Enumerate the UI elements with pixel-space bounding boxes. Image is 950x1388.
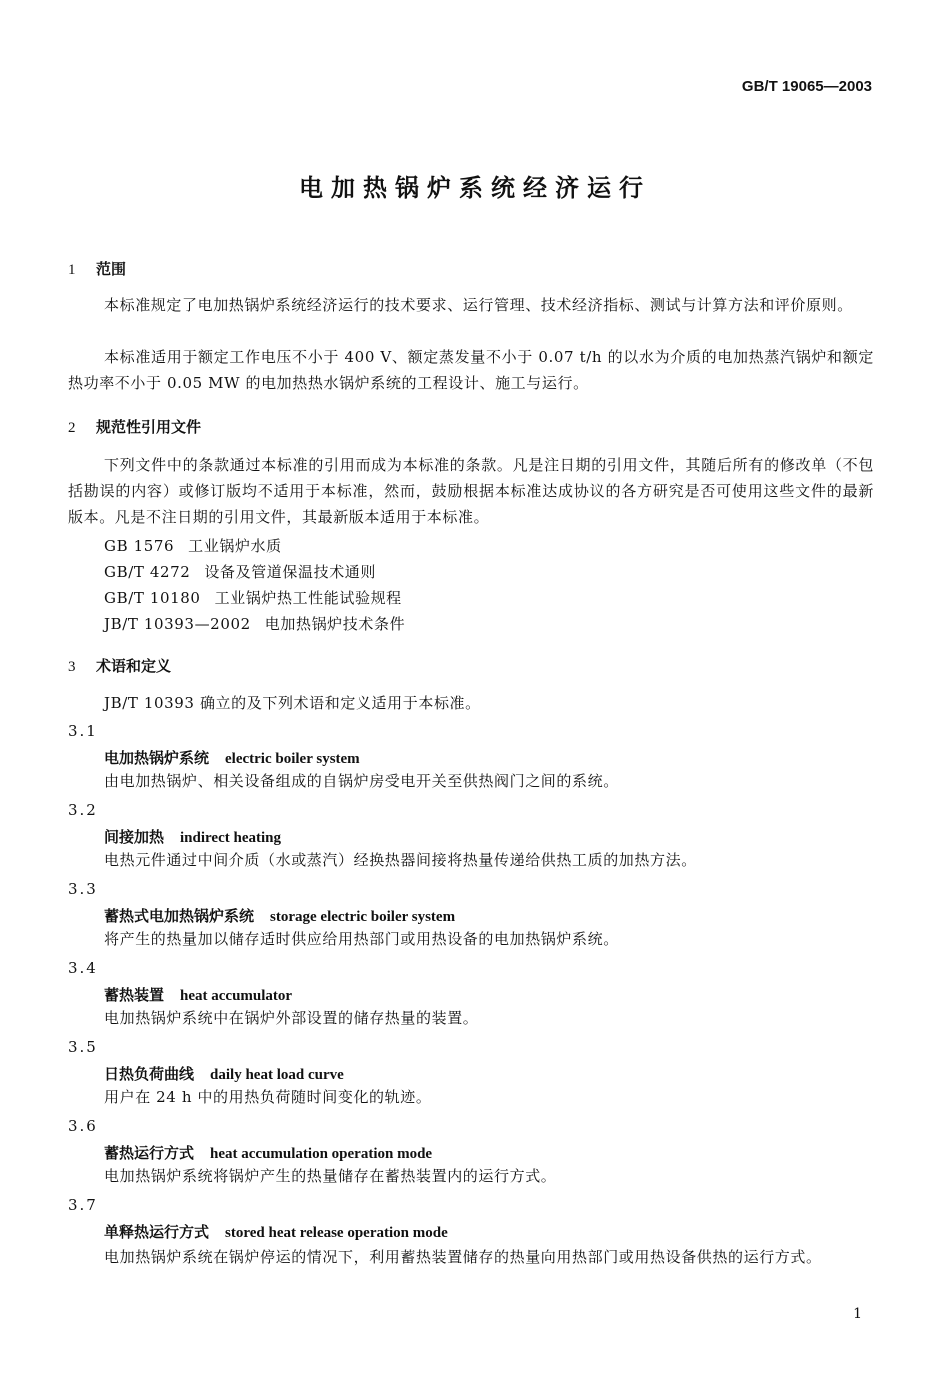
clause-number: 3.2 [68, 801, 98, 819]
reference-title: 电加热锅炉技术条件 [264, 615, 406, 633]
term-zh: 间接加热 [104, 828, 165, 846]
standard-code: GB/T 19065—2003 [741, 78, 872, 95]
clause-number: 3.4 [68, 959, 98, 977]
term-en: heat accumulator [180, 988, 293, 1004]
clause-number: 3.5 [68, 1038, 98, 1056]
paragraph: 本标准规定了电加热锅炉系统经济运行的技术要求、运行管理、技术经济指标、测试与计算方法和评价原则。 [104, 296, 853, 314]
section-title: 规范性引用文件 [96, 418, 202, 436]
term-heading [104, 1142, 432, 1163]
reference-item [104, 613, 405, 634]
term-definition: 由电加热锅炉、相关设备组成的自锅炉房受电开关至供热阀门之间的系统。 [104, 772, 619, 790]
reference-code: GB 1576 [104, 537, 175, 555]
term-definition: 电热元件通过中间介质（水或蒸汽）经换热器间接将热量传递给供热工质的加热方法。 [104, 851, 697, 869]
reference-item [104, 535, 282, 556]
term-heading [104, 905, 455, 926]
reference-code: GB/T 10180 [104, 589, 201, 607]
reference-item [104, 587, 402, 608]
term-heading [104, 747, 360, 768]
page-number: 1 [853, 1306, 862, 1322]
section-3-intro: JB/T 10393 确立的及下列术语和定义适用于本标准。 [104, 694, 481, 712]
term-definition: 用户在 24 h 中的用热负荷随时间变化的轨迹。 [104, 1088, 432, 1106]
clause-number: 3.3 [68, 880, 98, 898]
term-en: electric boiler system [225, 751, 360, 767]
reference-title: 工业锅炉热工性能试验规程 [214, 589, 402, 607]
reference-code: JB/T 10393—2002 [104, 615, 251, 633]
term-zh: 蓄热式电加热锅炉系统 [104, 907, 255, 925]
clause-number: 3.1 [68, 722, 98, 740]
section-3-heading [68, 655, 171, 676]
term-zh: 蓄热运行方式 [104, 1144, 195, 1162]
term-en: daily heat load curve [210, 1067, 344, 1083]
clause-number: 3.6 [68, 1117, 98, 1135]
term-heading [104, 984, 292, 1005]
term-definition: 电加热锅炉系统中在锅炉外部设置的储存热量的装置。 [104, 1009, 479, 1027]
term-zh: 日热负荷曲线 [104, 1065, 195, 1083]
term-en: stored heat release operation mode [225, 1225, 448, 1241]
document-title: 电加热锅炉系统经济运行 [299, 174, 651, 202]
term-heading [104, 1221, 448, 1242]
term-heading [104, 826, 281, 847]
term-heading [104, 1063, 344, 1084]
section-2-heading [68, 416, 201, 437]
section-title: 范围 [96, 260, 127, 278]
reference-item [104, 561, 376, 582]
term-zh: 电加热锅炉系统 [104, 749, 210, 767]
clause-number: 3.7 [68, 1196, 98, 1214]
term-zh: 蓄热装置 [104, 986, 165, 1004]
section-number: 1 [68, 262, 76, 278]
reference-title: 设备及管道保温技术通则 [204, 563, 377, 581]
reference-title: 工业锅炉水质 [188, 537, 282, 555]
term-definition: 电加热锅炉系统在锅炉停运的情况下，利用蓄热装置储存的热量向用热部门或用热设备供热的运行方式。 [104, 1248, 822, 1266]
paragraph: 本标准适用于额定工作电压不小于 400 V、额定蒸发量不小于 0.07 t/h 的以水为介质的电加热蒸汽锅炉和额定热功率不小于 0.05 MW 的电加热热水锅炉系统的工程设计、施工与运行。 [68, 348, 874, 392]
term-definition: 电加热锅炉系统将锅炉产生的热量储存在蓄热装置内的运行方式。 [104, 1167, 557, 1185]
section-number: 3 [68, 659, 76, 675]
term-en: storage electric boiler system [270, 909, 456, 925]
reference-code: GB/T 4272 [104, 563, 191, 581]
term-en: indirect heating [180, 830, 281, 846]
section-title: 术语和定义 [96, 657, 172, 675]
term-definition: 将产生的热量加以储存适时供应给用热部门或用热设备的电加热锅炉系统。 [104, 930, 619, 948]
term-zh: 单释热运行方式 [104, 1223, 210, 1241]
section-number: 2 [68, 420, 76, 436]
section-1-heading [68, 258, 126, 279]
paragraph: 下列文件中的条款通过本标准的引用而成为本标准的条款。凡是注日期的引用文件，其随后所有的修改单（不包括勘误的内容）或修订版均不适用于本标准，然而，鼓励根据本标准达成协议的各方研究是否可使用这些文件的最新版本。凡是不注日期的引用文件，其最新版本适用于本标准。 [68, 456, 874, 526]
term-en: heat accumulation operation mode [210, 1146, 433, 1162]
